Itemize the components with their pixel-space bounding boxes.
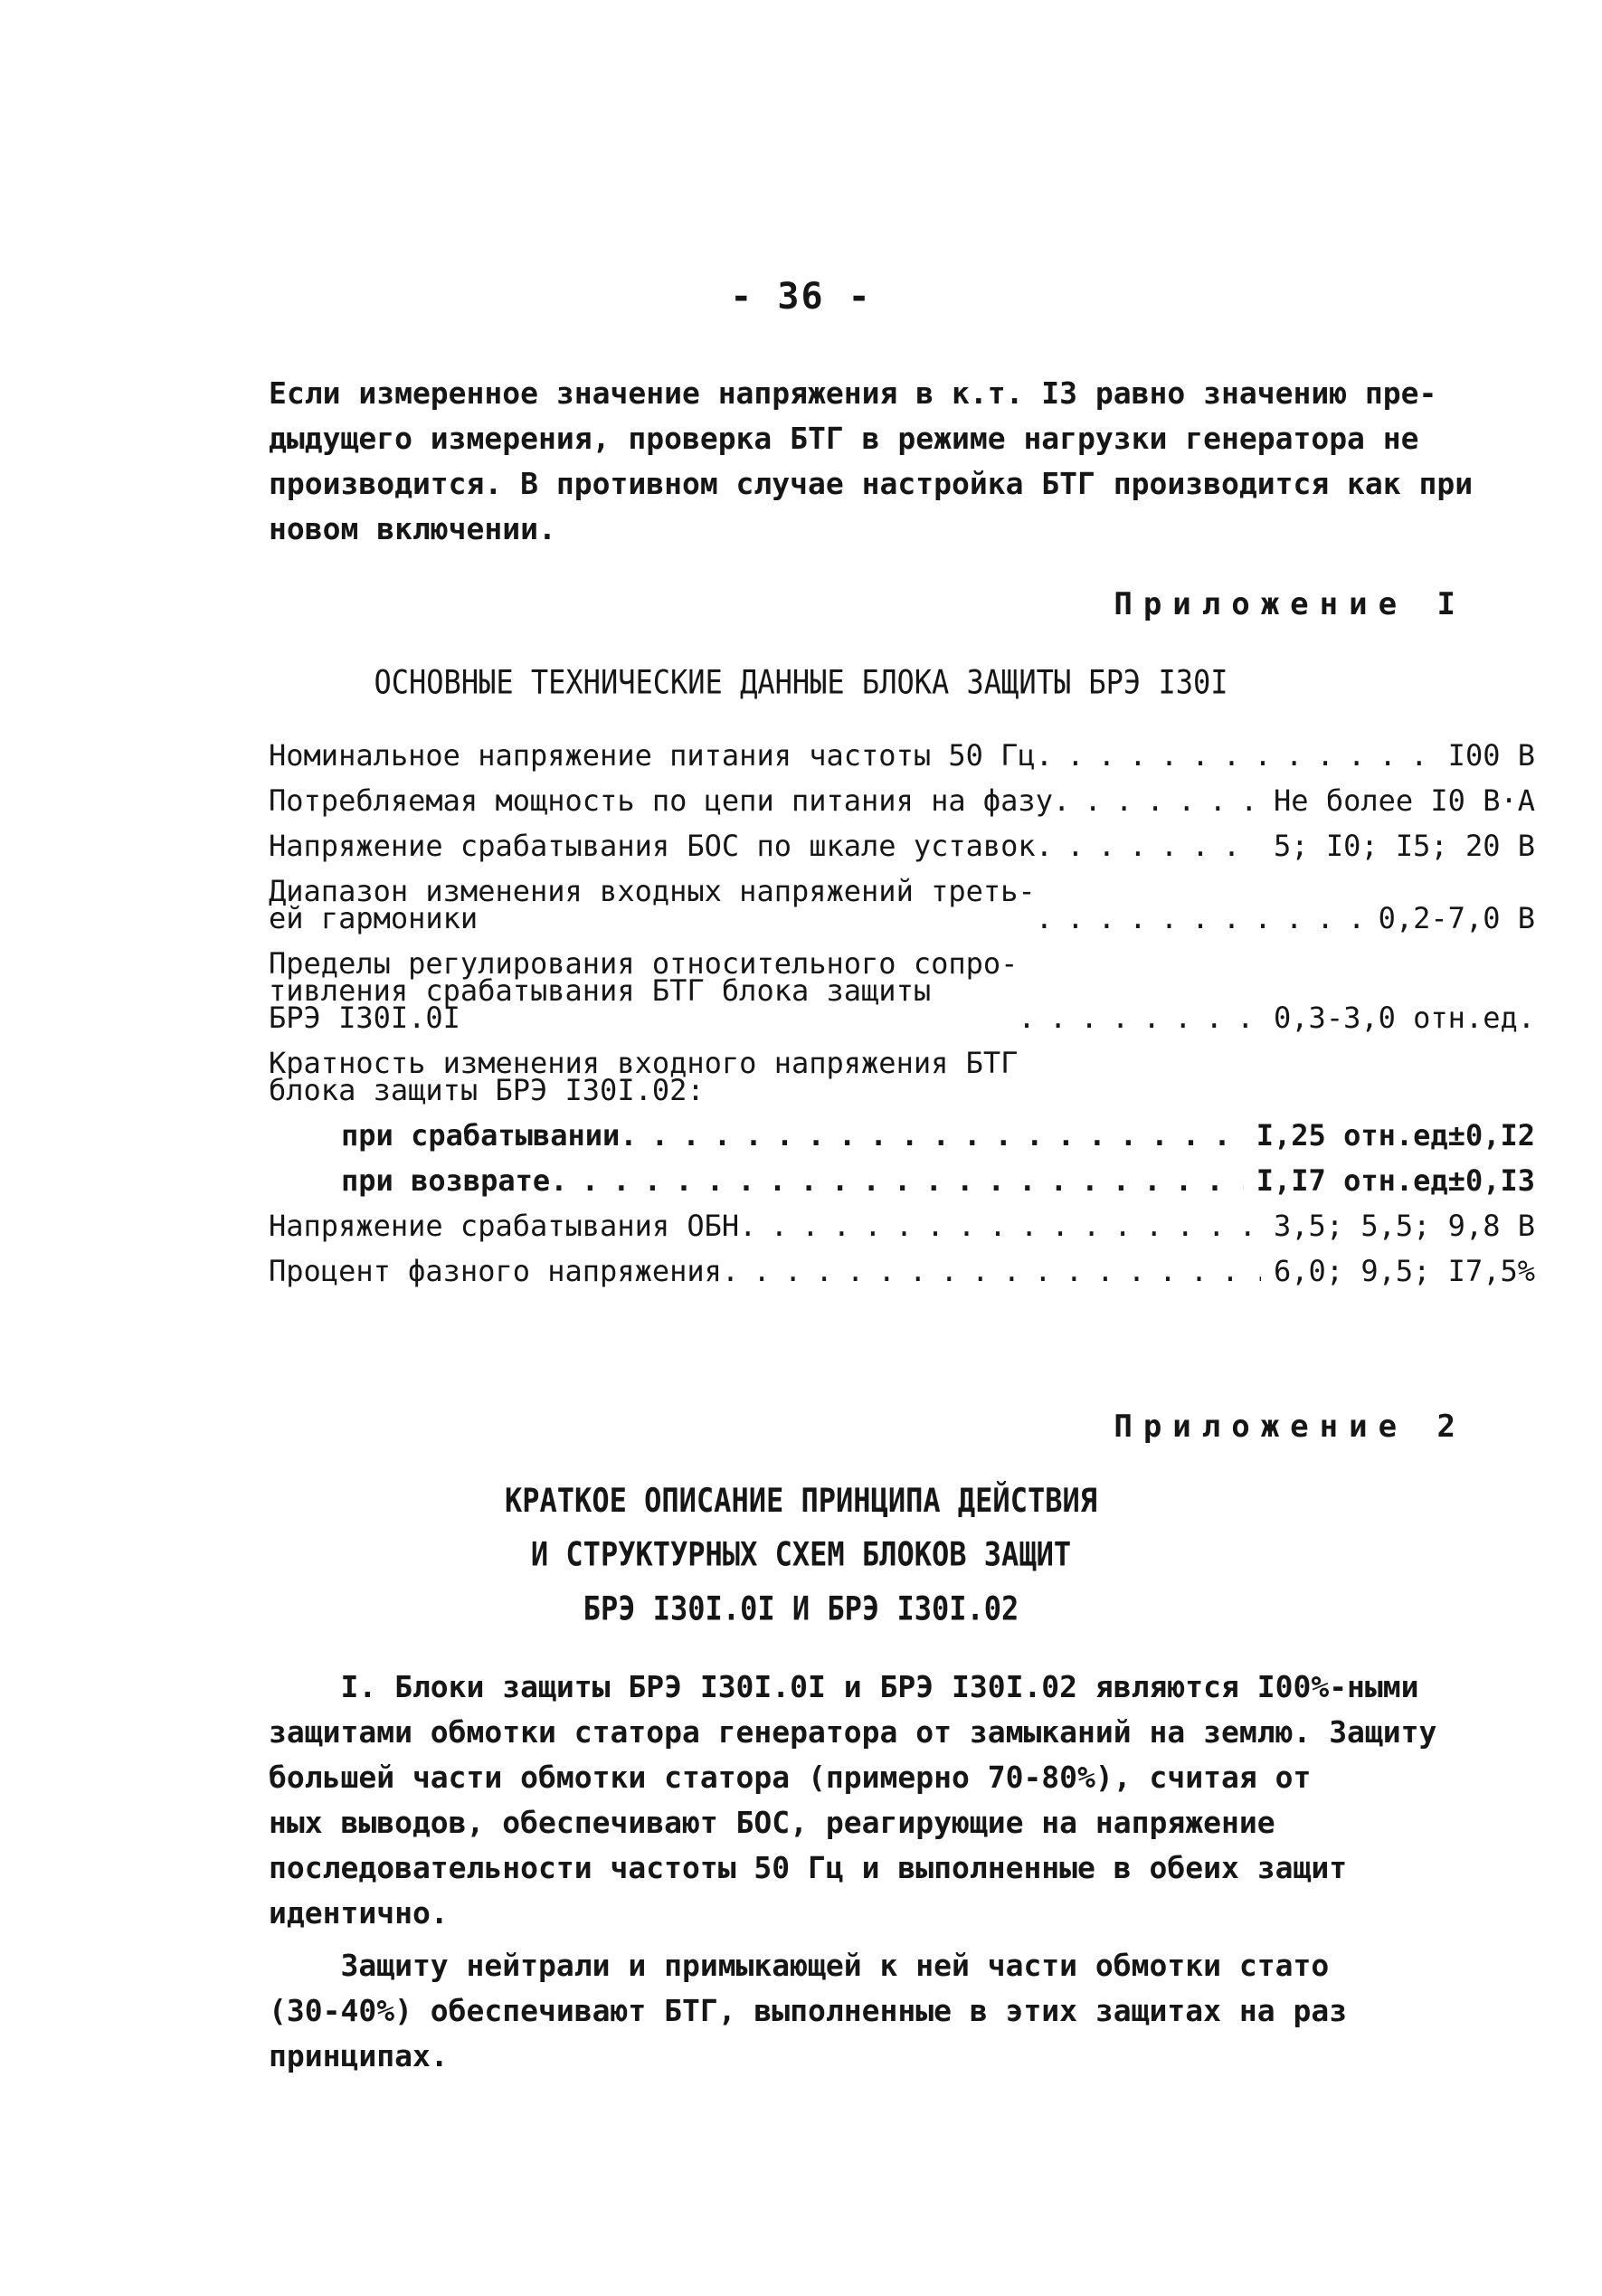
leader-dots xyxy=(550,1167,1244,1194)
spec-row xyxy=(269,1254,1535,1288)
spec-label: Номинальное напряжение питания частоты 50 Гц xyxy=(269,738,1036,773)
page-number: - 36 - xyxy=(730,276,872,318)
spec-row xyxy=(269,1209,1535,1243)
spec-row xyxy=(269,783,1535,818)
technical-specs-list xyxy=(269,738,1535,1303)
spec-value: Не более I0 В·А xyxy=(1274,783,1535,818)
spec-value: 3,5; 5,5; 9,8 В xyxy=(1274,1209,1535,1243)
appendix-2-paragraph-1: I. Блоки защиты БРЭ I30I.0I и БРЭ I30I.02 являются I00%-ными защитами обмотки статора генератора от замыканий на землю. Защиту большей части обмотки статора (примерно 70-80%), считая от ных выводов, обеспечивают БОС, реагирующие на напряжение последовательности частоты 50 Гц и выполненные в обеих защит идентично. xyxy=(269,1669,1437,1931)
spec-label: при возврате xyxy=(341,1163,551,1198)
intro-paragraph: Если измеренное значение напряжения в к.т. I3 равно значению пре- дыдущего измерения, проверка БТГ в режиме нагрузки генератора не производится. В противном случае настройка БТГ производится как при новом включении. xyxy=(269,375,1474,546)
spec-value: 0,3-3,0 отн.ед. xyxy=(1274,1001,1535,1035)
spec-label: Пределы регулирования относительного сопро- тивления срабатывания БТГ блока защиты БРЭ I30I.0I xyxy=(269,946,1019,1035)
leader-dots xyxy=(1036,742,1436,769)
spec-label: при срабатывании xyxy=(341,1118,621,1153)
spec-label: Процент фазного напряжения xyxy=(269,1254,722,1288)
leader-dots xyxy=(722,1257,1261,1285)
leader-dots xyxy=(1018,1004,1261,1031)
spec-row xyxy=(269,738,1535,773)
spec-label: Диапазон изменения входных напряжений треть- ей гармоники xyxy=(269,874,1036,935)
appendix-1-label: Приложение I xyxy=(1114,586,1466,622)
leader-dots xyxy=(1036,832,1261,859)
appendix-2-label: Приложение 2 xyxy=(1114,1409,1466,1445)
spec-row xyxy=(269,874,1535,935)
kratnost-heading: Кратность изменения входного напряжения БТГ блока защиты БРЭ I30I.02: xyxy=(269,1046,1019,1107)
spec-row xyxy=(269,1163,1535,1198)
appendix-2-title: КРАТКОЕ ОПИСАНИЕ ПРИНЦИПА ДЕЙСТВИЯ И СТРУКТУРНЫХ СХЕМ БЛОКОВ ЗАЩИТ БРЭ I30I.0I И БРЭ I30I.02 xyxy=(504,1480,1098,1628)
spec-row xyxy=(269,946,1535,1035)
spec-row xyxy=(269,1118,1535,1153)
appendix-1-title: ОСНОВНЫЕ ТЕХНИЧЕСКИЕ ДАННЫЕ БЛОКА ЗАЩИТЫ БРЭ I30I xyxy=(374,662,1228,702)
spec-value: I00 В xyxy=(1447,738,1535,773)
spec-label: Напряжение срабатывания ОБН xyxy=(269,1209,740,1243)
leader-dots xyxy=(1036,905,1366,932)
spec-value: 6,0; 9,5; I7,5% xyxy=(1274,1254,1535,1288)
spec-label: Напряжение срабатывания БОС по шкале уставок xyxy=(269,829,1036,863)
leader-dots xyxy=(620,1122,1244,1149)
spec-value: 5; I0; I5; 20 В xyxy=(1274,829,1535,863)
spec-value: I,25 отн.ед±0,I2 xyxy=(1256,1118,1535,1153)
spec-label: Потребляемая мощность по цепи питания на фазу xyxy=(269,783,1053,818)
leader-dots xyxy=(1053,787,1261,814)
spec-value: I,I7 отн.ед±0,I3 xyxy=(1256,1163,1535,1198)
spec-row xyxy=(269,829,1535,863)
leader-dots xyxy=(739,1212,1261,1239)
spec-value: 0,2-7,0 В xyxy=(1378,901,1535,935)
appendix-2-paragraph-2: Защиту нейтрали и примыкающей к ней части обмотки стато (30-40%) обеспечивают БТГ, выполненные в этих защитах на раз принципах. xyxy=(269,1948,1348,2073)
